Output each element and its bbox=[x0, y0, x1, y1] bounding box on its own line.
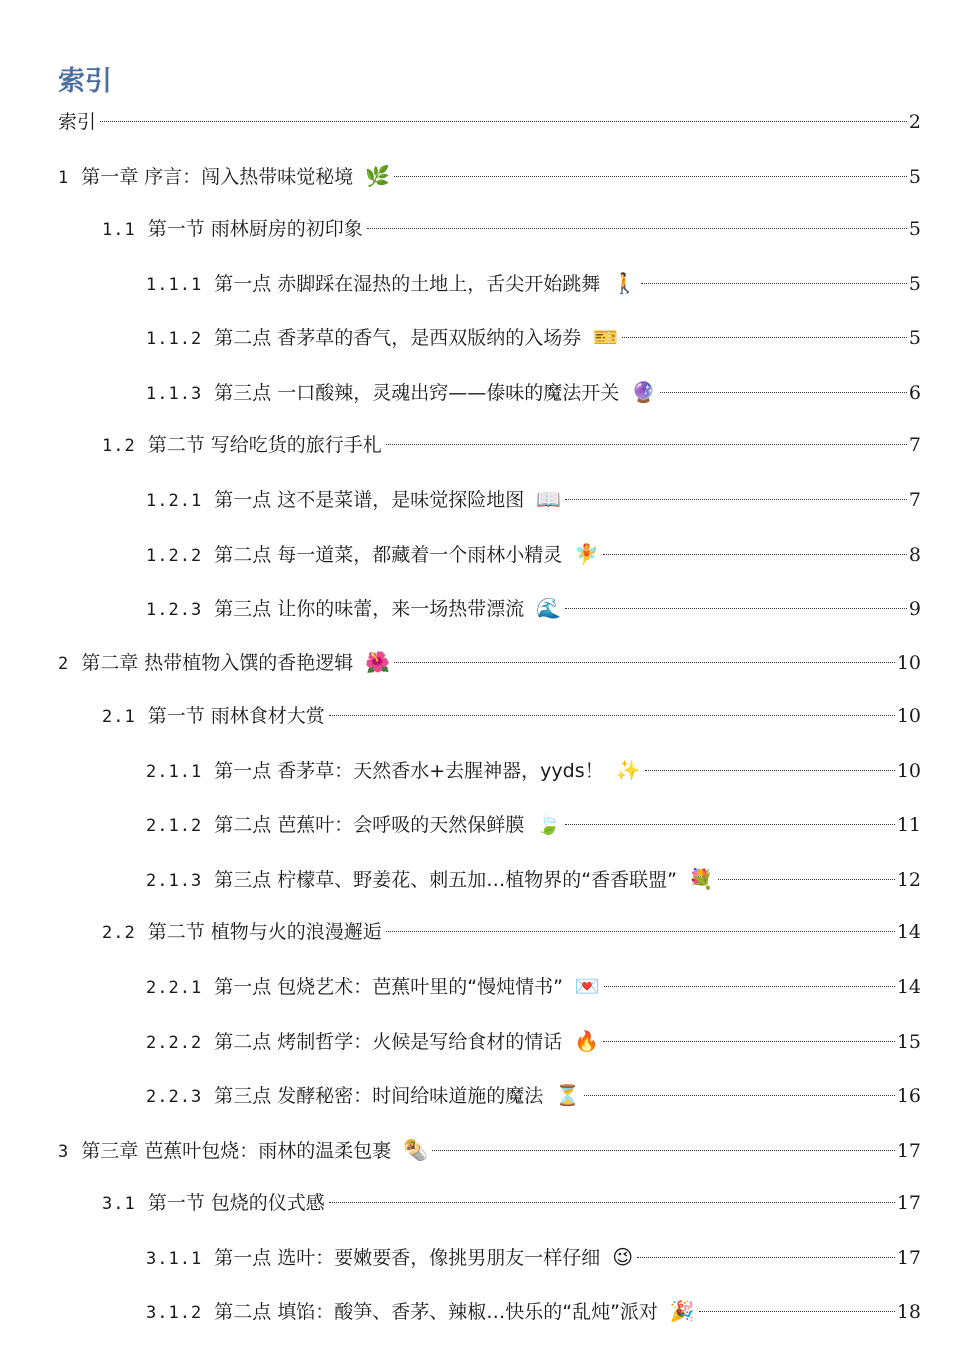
toc-page-number: 5 bbox=[908, 218, 921, 240]
toc-entry-number: 1.2.1 bbox=[146, 491, 203, 511]
toc-entry-chapter[interactable] bbox=[58, 161, 921, 191]
toc-entry-chapter[interactable] bbox=[58, 1135, 921, 1165]
toc-leader-dots bbox=[699, 1311, 895, 1312]
toc-entry-number: 2.2 bbox=[102, 923, 136, 943]
toc-entry-chapter[interactable] bbox=[58, 647, 921, 677]
toc-page-number: 11 bbox=[896, 814, 921, 836]
toc-page-number: 12 bbox=[896, 869, 921, 891]
toc-page-number: 17 bbox=[896, 1247, 921, 1269]
toc-entry-number: 2.1.1 bbox=[146, 762, 203, 782]
toc-entry-point[interactable] bbox=[146, 484, 921, 514]
toc-entry-text: 第一节 包烧的仪式感 bbox=[147, 1192, 325, 1214]
toc-page-number: 6 bbox=[908, 382, 921, 404]
crystal-ball-icon: 🔮 bbox=[631, 380, 657, 404]
sparkles-icon: ✨ bbox=[615, 758, 641, 782]
toc-entry-text: 第二点 填馅：酸笋、香茅、辣椒…快乐的“乱炖”派对 bbox=[214, 1301, 658, 1323]
toc-leader-dots bbox=[645, 770, 895, 771]
love-letter-icon: 💌 bbox=[574, 974, 600, 998]
toc-entry-number: 1.1.1 bbox=[146, 275, 203, 295]
toc-entry-point[interactable] bbox=[146, 1242, 921, 1272]
toc-title: 索引 bbox=[58, 66, 112, 97]
toc-leader-dots bbox=[565, 824, 895, 825]
toc-entry-text: 第二点 烤制哲学：火候是写给食材的情话 bbox=[214, 1031, 563, 1053]
hourglass-icon: ⏳ bbox=[555, 1083, 581, 1107]
toc-leader-dots bbox=[386, 444, 907, 445]
toc-entry-section[interactable] bbox=[102, 1188, 921, 1218]
toc-leader-dots bbox=[584, 1095, 895, 1096]
toc-entry-text: 第二点 每一道菜，都藏着一个雨林小精灵 bbox=[214, 544, 563, 566]
toc-leader-dots bbox=[604, 986, 895, 987]
toc-leader-dots bbox=[660, 392, 907, 393]
toc-entry-number: 3 bbox=[58, 1142, 70, 1162]
toc-entry-text: 第一点 香茅草：天然香水+去腥神器，yyds！ bbox=[214, 760, 604, 782]
toc-entry[interactable] bbox=[58, 107, 921, 137]
toc-entry-number: 2.2.2 bbox=[146, 1033, 203, 1053]
fairy-icon: 🧚 bbox=[574, 542, 600, 566]
party-popper-icon: 🎉 bbox=[669, 1299, 695, 1323]
toc-entry-text: 第一点 选叶：要嫩要香，像挑男朋友一样仔细 bbox=[214, 1247, 601, 1269]
toc-entry-number: 1 bbox=[58, 168, 70, 188]
toc-leader-dots bbox=[718, 879, 895, 880]
toc-leader-dots bbox=[329, 1202, 895, 1203]
toc-entry-text: 第一节 雨林厨房的初印象 bbox=[147, 218, 363, 240]
toc-page-number: 18 bbox=[896, 1301, 921, 1323]
toc-page-number: 5 bbox=[908, 273, 921, 295]
toc-leader-dots bbox=[394, 662, 895, 663]
toc-entry-point[interactable] bbox=[146, 1026, 921, 1056]
toc-entry-number: 1.1.2 bbox=[146, 329, 203, 349]
toc-entry-number: 3.1.2 bbox=[146, 1303, 203, 1323]
toc-entry-point[interactable] bbox=[146, 268, 921, 298]
toc-entry-text: 第二章 热带植物入馔的香艳逻辑 bbox=[81, 652, 354, 674]
herb-icon: 🌿 bbox=[365, 164, 391, 188]
toc-entry-number: 1.2.3 bbox=[146, 600, 203, 620]
wrapped-food-icon: 🌯 bbox=[403, 1138, 429, 1162]
toc-entry-section[interactable] bbox=[102, 917, 921, 947]
toc-page-number: 5 bbox=[908, 327, 921, 349]
toc-entry-point[interactable] bbox=[146, 1296, 921, 1326]
toc-leader-dots bbox=[603, 554, 907, 555]
toc-page-number: 17 bbox=[896, 1140, 921, 1162]
toc-entry-text: 第一点 这不是菜谱，是味觉探险地图 bbox=[214, 489, 525, 511]
toc-entry-point[interactable] bbox=[146, 864, 921, 894]
toc-page-number: 9 bbox=[908, 598, 921, 620]
toc-page-number: 8 bbox=[908, 544, 921, 566]
toc-page-number: 7 bbox=[908, 434, 921, 456]
toc-leader-dots bbox=[603, 1041, 895, 1042]
toc-entry-number: 2 bbox=[58, 654, 70, 674]
toc-entry-text: 第三点 柠檬草、野姜花、刺五加…植物界的“香香联盟” bbox=[214, 869, 677, 891]
wave-icon: 🌊 bbox=[536, 596, 562, 620]
toc-entry-number: 2.1 bbox=[102, 707, 136, 727]
toc-entry-number: 1.1.3 bbox=[146, 384, 203, 404]
toc-entry-point[interactable] bbox=[146, 539, 921, 569]
toc-leader-dots bbox=[432, 1150, 895, 1151]
toc-leader-dots bbox=[641, 283, 907, 284]
leaf-icon: 🍃 bbox=[536, 812, 562, 836]
ticket-icon: 🎫 bbox=[593, 325, 619, 349]
toc-entry-section[interactable] bbox=[102, 701, 921, 731]
toc-entry-point[interactable] bbox=[146, 1080, 921, 1110]
toc-entry-text: 第三点 发酵秘密：时间给味道施的魔法 bbox=[214, 1085, 544, 1107]
toc-entry-text: 索引 bbox=[58, 111, 97, 133]
toc-leader-dots bbox=[565, 608, 907, 609]
toc-entry-number: 1.2.2 bbox=[146, 546, 203, 566]
toc-entry-number: 1.2 bbox=[102, 436, 136, 456]
toc-page-number: 10 bbox=[896, 652, 921, 674]
toc-entry-text: 第三点 一口酸辣，灵魂出窍——傣味的魔法开关 bbox=[214, 382, 620, 404]
toc-entry-point[interactable] bbox=[146, 755, 921, 785]
toc-leader-dots bbox=[329, 715, 895, 716]
hibiscus-icon: 🌺 bbox=[365, 650, 391, 674]
toc-entry-point[interactable] bbox=[146, 971, 921, 1001]
toc-entry-number: 2.2.3 bbox=[146, 1087, 203, 1107]
toc-page-number: 15 bbox=[896, 1031, 921, 1053]
toc-leader-dots bbox=[565, 499, 907, 500]
toc-entry-text: 第一章 序言：闯入热带味觉秘境 bbox=[81, 166, 354, 188]
toc-page-number: 16 bbox=[896, 1085, 921, 1107]
toc-entry-number: 1.1 bbox=[102, 220, 136, 240]
toc-entry-number: 3.1 bbox=[102, 1194, 136, 1214]
bouquet-icon: 💐 bbox=[688, 867, 714, 891]
toc-entry-text: 第一点 赤脚踩在湿热的土地上，舌尖开始跳舞 bbox=[214, 273, 601, 295]
toc-page-number: 14 bbox=[896, 921, 921, 943]
toc-entry-text: 第一节 雨林食材大赏 bbox=[147, 705, 325, 727]
toc-entry-number: 2.1.2 bbox=[146, 816, 203, 836]
toc-entry-text: 第三点 让你的味蕾，来一场热带漂流 bbox=[214, 598, 525, 620]
toc-page-number: 5 bbox=[908, 166, 921, 188]
toc-entry-text: 第二节 写给吃货的旅行手札 bbox=[147, 434, 382, 456]
fire-icon: 🔥 bbox=[574, 1029, 600, 1053]
toc-entry-section[interactable] bbox=[102, 214, 921, 244]
toc-entry-point[interactable] bbox=[146, 809, 921, 839]
toc-entry-point[interactable] bbox=[146, 322, 921, 352]
toc-page-number: 17 bbox=[896, 1192, 921, 1214]
toc-entry-section[interactable] bbox=[102, 430, 921, 460]
toc-entry-number: 2.2.1 bbox=[146, 978, 203, 998]
toc-entry-text: 第二点 芭蕉叶：会呼吸的天然保鲜膜 bbox=[214, 814, 525, 836]
toc-entry-text: 第一点 包烧艺术：芭蕉叶里的“慢炖情书” bbox=[214, 976, 563, 998]
toc-leader-dots bbox=[394, 176, 907, 177]
toc-leader-dots bbox=[622, 337, 907, 338]
walking-person-icon: 🚶 bbox=[612, 271, 638, 295]
toc-entry-point[interactable] bbox=[146, 593, 921, 623]
toc-entry-text: 第二节 植物与火的浪漫邂逅 bbox=[147, 921, 382, 943]
toc-entry-text: 第三章 芭蕉叶包烧：雨林的温柔包裹 bbox=[81, 1140, 392, 1162]
toc-entry-text: 第二点 香茅草的香气，是西双版纳的入场券 bbox=[214, 327, 582, 349]
map-book-icon: 📖 bbox=[536, 487, 562, 511]
winking-face-icon: 😉 bbox=[612, 1245, 634, 1269]
toc-page-number: 14 bbox=[896, 976, 921, 998]
toc-entry-point[interactable] bbox=[146, 377, 921, 407]
toc-page-number: 7 bbox=[908, 489, 921, 511]
toc-entry-number: 2.1.3 bbox=[146, 871, 203, 891]
toc-leader-dots bbox=[637, 1257, 895, 1258]
toc-leader-dots bbox=[100, 121, 907, 122]
toc-entry-number: 3.1.1 bbox=[146, 1249, 203, 1269]
toc-page-number: 10 bbox=[896, 760, 921, 782]
toc-page-number: 2 bbox=[908, 111, 921, 133]
toc-leader-dots bbox=[386, 931, 895, 932]
toc-page-number: 10 bbox=[896, 705, 921, 727]
toc-leader-dots bbox=[367, 228, 907, 229]
